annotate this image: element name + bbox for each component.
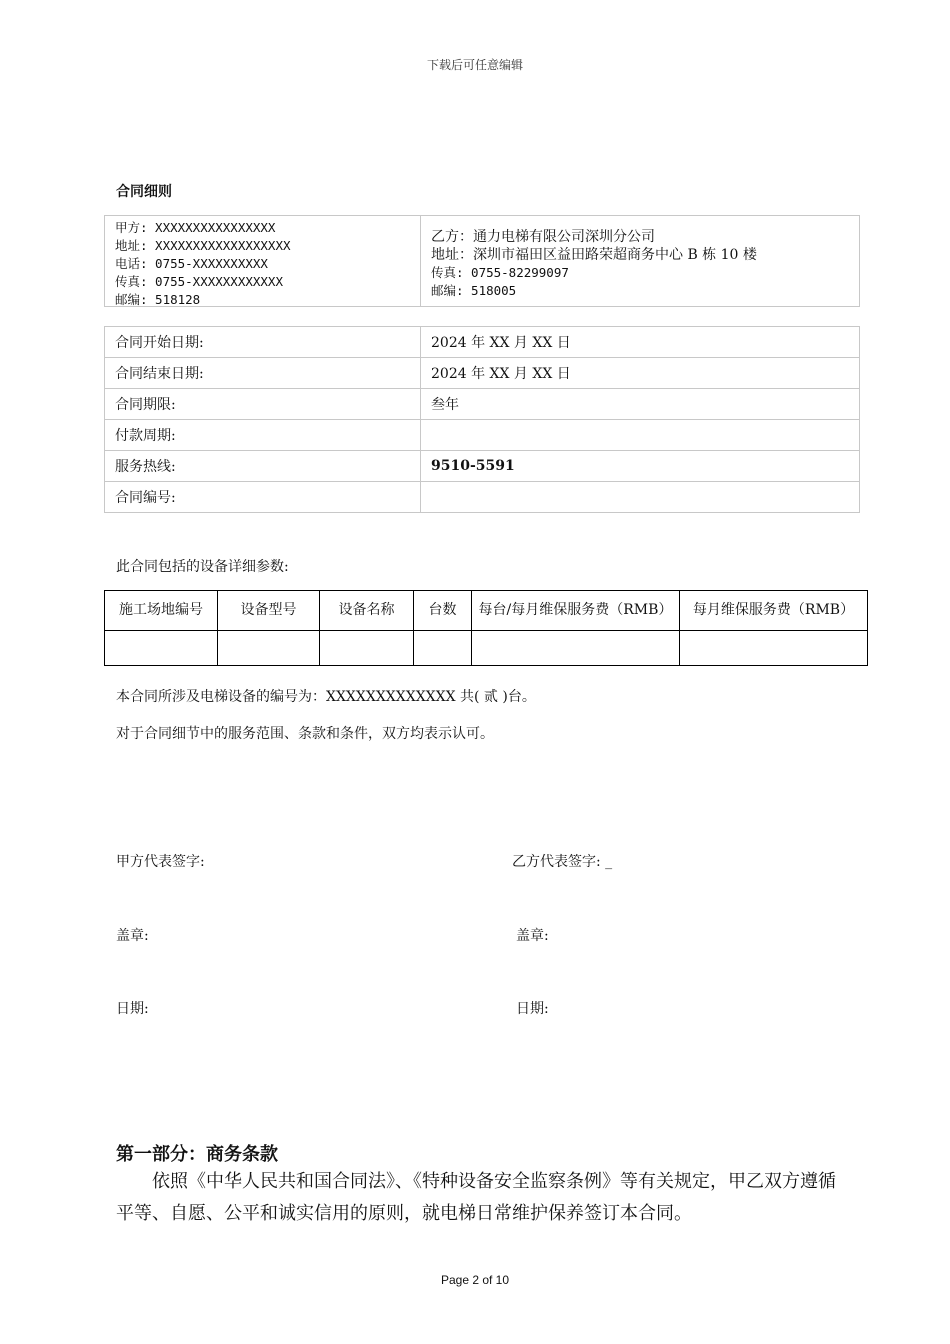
table-cell [472, 631, 680, 666]
party-a-date-label: 日期: [116, 1001, 149, 1017]
page-footer: Page 2 of 10 [440, 1273, 510, 1287]
header-quantity: 台数 [414, 591, 472, 631]
payment-cycle-value [421, 420, 860, 451]
payment-cycle-label: 付款周期: [105, 420, 421, 451]
equipment-intro: 此合同包括的设备详细参数: [116, 559, 289, 575]
party-a-address: 地址: XXXXXXXXXXXXXXXXXX [115, 238, 291, 253]
part-one-title: 第一部分：商务条款 [116, 1144, 278, 1165]
agreement-line: 对于合同细节中的服务范围、条款和条件，双方均表示认可。 [116, 726, 494, 742]
equipment-table [104, 590, 868, 666]
table-cell [414, 631, 472, 666]
header-monthly-fee: 每月维保服务费（RMB） [680, 591, 868, 631]
contract-number-label: 合同编号: [105, 482, 421, 513]
party-a-name: 甲方: XXXXXXXXXXXXXXXX [115, 220, 276, 235]
table-row [105, 482, 860, 513]
table-header-row [105, 591, 868, 631]
service-hotline-value: 9510-5591 [421, 451, 860, 482]
party-a-info [105, 216, 421, 306]
table-row [105, 420, 860, 451]
contract-info-table [104, 326, 860, 513]
contract-end-label: 合同结束日期: [105, 358, 421, 389]
party-b-name: 乙方：通力电梯有限公司深圳分公司 [431, 229, 655, 245]
section-title: 合同细则 [116, 184, 172, 200]
part-one-paragraph: 依照《中华人民共和国合同法》、《特种设备安全监察条例》等有关规定，甲乙双方遵循平等、自愿、公平和诚实信用的原则，就电梯日常维护保养签订本合同。 [116, 1171, 836, 1224]
table-cell [105, 631, 218, 666]
contract-term-value: 叁年 [421, 389, 860, 420]
contract-term-label: 合同期限: [105, 389, 421, 420]
contract-end-value: 2024 年 XX 月 XX 日 [421, 358, 860, 389]
header-site-number: 施工场地编号 [105, 591, 218, 631]
contract-start-label: 合同开始日期: [105, 327, 421, 358]
party-b-address: 地址：深圳市福田区益田路荣超商务中心 B 栋 10 楼 [431, 247, 757, 263]
header-unit-fee: 每台/每月维保服务费（RMB） [472, 591, 680, 631]
header-note: 下载后可任意编辑 [426, 58, 523, 72]
table-cell [218, 631, 320, 666]
party-info-table [104, 215, 860, 307]
table-row [105, 389, 860, 420]
party-b-signature-label: 乙方代表签字: _ [512, 854, 613, 870]
party-a-phone: 电话: 0755-XXXXXXXXXX [115, 256, 268, 271]
party-a-postcode: 邮编: 518128 [115, 292, 201, 307]
service-hotline-label: 服务热线: [105, 451, 421, 482]
table-cell [320, 631, 414, 666]
header-name: 设备名称 [320, 591, 414, 631]
party-b-date-label: 日期: [516, 1001, 549, 1017]
table-cell [680, 631, 868, 666]
party-b-postcode: 邮编: 518005 [431, 283, 517, 298]
party-a-seal-label: 盖章: [116, 928, 149, 944]
table-row [105, 327, 860, 358]
table-row [105, 451, 860, 482]
party-b-seal-label: 盖章: [516, 928, 549, 944]
party-b-info [421, 216, 859, 306]
elevator-numbers-line: 本合同所涉及电梯设备的编号为：XXXXXXXXXXXXX 共( 贰 )台。 [116, 689, 536, 705]
header-model: 设备型号 [218, 591, 320, 631]
table-row [105, 358, 860, 389]
table-row [105, 631, 868, 666]
contract-number-value [421, 482, 860, 513]
party-b-fax: 传真: 0755-82299097 [431, 265, 569, 280]
contract-start-value: 2024 年 XX 月 XX 日 [421, 327, 860, 358]
party-a-fax: 传真: 0755-XXXXXXXXXXXX [115, 274, 283, 289]
party-a-signature-label: 甲方代表签字: [116, 854, 205, 870]
